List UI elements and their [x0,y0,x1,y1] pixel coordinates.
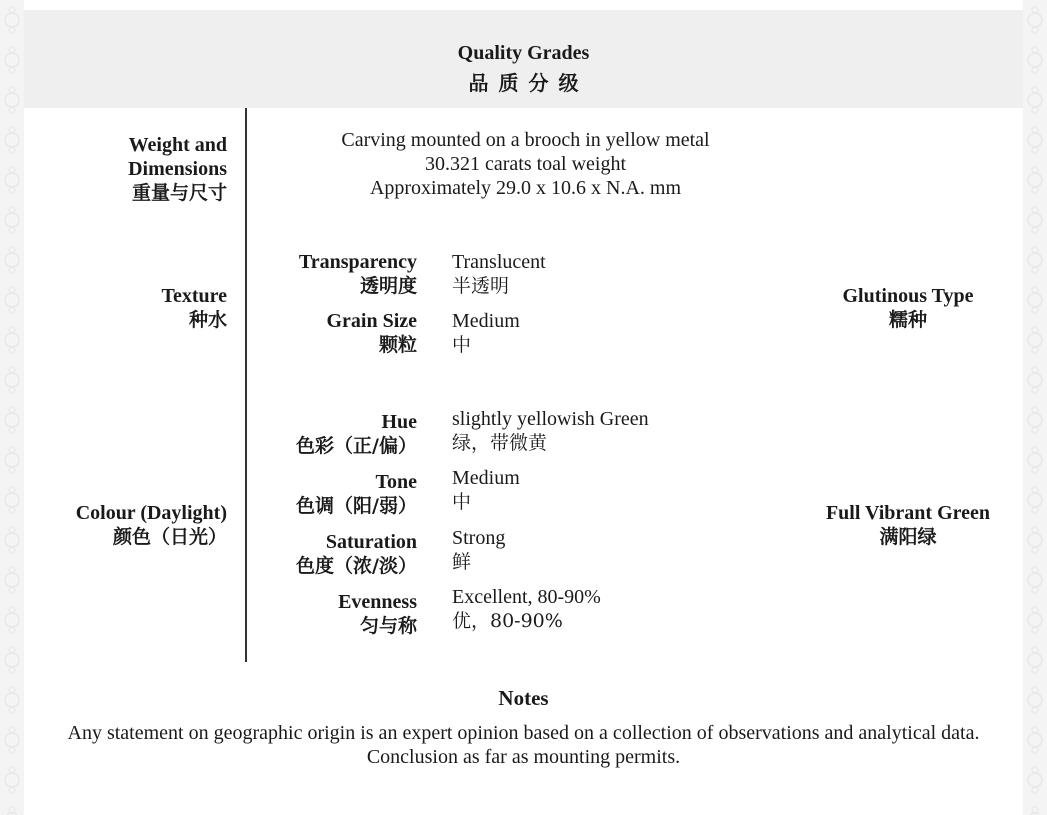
texture-grade-zh: 糯种 [888,309,927,331]
transparency-value-en: Translucent [452,251,546,273]
notes-title: Notes [498,686,549,710]
weight-label-en-1: Weight and [128,134,227,156]
header-title-en: Quality Grades [457,42,590,64]
decorative-border-left [0,0,24,815]
vertical-divider [245,108,247,662]
notes-line-2: Conclusion as far as mounting permits. [366,746,681,768]
report-sheet [24,0,1023,815]
transparency-value [452,250,782,298]
colour-grade-zh: 满阳绿 [879,526,937,548]
saturation-value-en: Strong [452,527,506,549]
saturation-value [452,526,782,574]
hue-value-zh: 绿，带微黄 [452,432,548,454]
saturation-value-zh: 鲜 [452,551,472,573]
transparency-value-zh: 半透明 [452,275,510,297]
grain-size-label-en: Grain Size [326,310,417,332]
texture-grade-en: Glutinous Type [842,285,974,307]
hue-label [227,410,417,458]
tone-value [452,466,782,514]
grain-size-label-zh: 颗粒 [378,334,417,356]
hue-value-en: slightly yellowish Green [452,408,649,430]
saturation-label-en: Saturation [325,531,417,553]
evenness-label-zh: 匀与称 [359,615,417,637]
tone-value-zh: 中 [452,491,472,513]
evenness-value [452,585,782,633]
weight-label-en-2: Dimensions [128,158,227,180]
saturation-label [227,530,417,578]
colour-label-zh: 颜色（日光） [112,526,227,548]
grain-size-label [237,309,417,357]
grain-size-value-en: Medium [452,310,520,332]
tone-label [227,470,417,518]
weight-line-3: Approximately 29.0 x 10.6 x N.A. mm [369,177,682,199]
header-title-zh: 品质分级 [468,71,589,95]
texture-label-en: Texture [161,285,227,307]
transparency-label [237,250,417,298]
tone-value-en: Medium [452,467,520,489]
texture-grade [784,284,1032,332]
notes-body [54,721,993,769]
weight-line-1: Carving mounted on a brooch in yellow metal [341,129,710,151]
weight-line-2: 30.321 carats toal weight [424,153,627,175]
weight-description [248,128,803,200]
grain-size-value [452,309,782,357]
hue-value [452,407,782,455]
section-header [24,10,1023,108]
colour-label [27,501,227,549]
weight-label [27,133,227,205]
notes-line-1: Any statement on geographic origin is an expert opinion based on a collection of observations and analytical data. [67,722,980,744]
hue-label-zh: 色彩（正/偏） [296,435,417,457]
evenness-label [237,590,417,638]
evenness-label-en: Evenness [338,591,417,613]
grain-size-value-zh: 中 [452,334,472,356]
colour-grade-en: Full Vibrant Green [825,502,991,524]
hue-label-en: Hue [381,411,417,433]
texture-label [27,284,227,332]
tone-label-en: Tone [375,471,417,493]
evenness-value-zh: 优，80-90% [452,610,563,632]
decorative-border-right [1023,0,1047,815]
evenness-value-en: Excellent, 80-90% [452,586,601,608]
colour-label-en: Colour (Daylight) [75,502,227,524]
tone-label-zh: 色调（阳/弱） [296,495,417,517]
weight-label-zh: 重量与尺寸 [131,182,227,204]
transparency-label-zh: 透明度 [359,275,417,297]
colour-grade [784,501,1032,549]
transparency-label-en: Transparency [298,251,417,273]
texture-label-zh: 种水 [188,309,227,331]
saturation-label-zh: 色度（浓/淡） [296,555,417,577]
